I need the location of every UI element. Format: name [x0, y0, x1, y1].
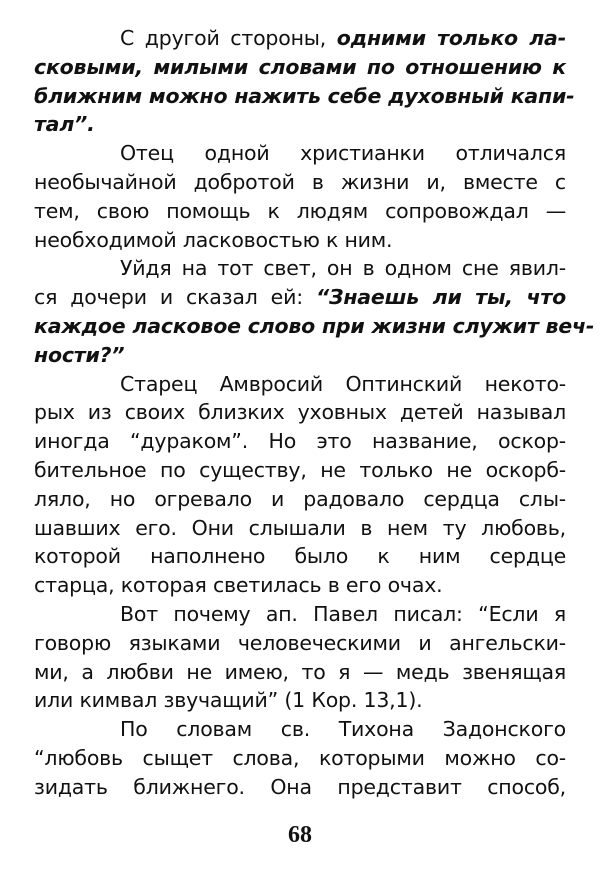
text-run: ляло, но огревало и радовало сердца слы-	[34, 486, 566, 511]
text-run: тем, свою помощь к людям сопровождал —	[34, 198, 566, 223]
text-run: необходимой ласковостью к ним.	[34, 227, 393, 252]
text-line	[34, 312, 595, 341]
text-run: которой наполнено было к ним сердце	[34, 544, 566, 569]
text-run: говорю языками человеческими и ангельски-	[34, 630, 566, 655]
paragraph	[34, 24, 575, 139]
text-line	[34, 398, 566, 427]
text-line	[34, 110, 566, 139]
text-line	[34, 197, 566, 226]
text-line	[34, 658, 566, 687]
text-run: зидать ближнего. Она представит способ,	[34, 774, 566, 799]
text-run: необычайной добротой в жизни и, вместе с	[34, 169, 566, 194]
text-run: Вот почему ап. Павел писал: “Если я	[120, 601, 566, 626]
text-line	[34, 600, 566, 629]
text-run: старца, которая светилась в его очах.	[34, 573, 443, 598]
text-line	[34, 514, 566, 543]
paragraph	[34, 139, 566, 254]
text-run: шавших его. Они слышали в нем ту любовь,	[34, 515, 566, 540]
text-line	[34, 629, 566, 658]
text-line	[34, 744, 566, 773]
text-line	[34, 283, 566, 312]
emphasized-text: “Знаешь ли ты, что	[315, 285, 566, 310]
text-run: Отец одной христианки отличался	[120, 141, 566, 166]
text-run: иногда “дураком”. Но это название, оскор-	[34, 429, 566, 454]
text-line	[34, 139, 566, 168]
emphasized-text: одними только ла-	[336, 26, 566, 50]
text-run: ся дочери и сказал ей:	[34, 285, 316, 310]
emphasized-text: ности?”	[34, 342, 125, 367]
text-line	[34, 254, 566, 283]
text-run: рых из своих близких уховных детей называл	[34, 400, 566, 425]
emphasized-text: сковыми, милыми словами по отношению к	[34, 54, 566, 79]
text-line	[34, 456, 566, 485]
text-line	[34, 82, 575, 111]
paragraph	[34, 254, 595, 369]
emphasized-text: каждое ласковое слово при жизни служит веч-	[34, 313, 595, 338]
text-line	[34, 427, 566, 456]
text-run: ми, а любви не имею, то я — медь звенящая	[34, 659, 566, 684]
text-run: “любовь сыщет слова, которыми можно со-	[34, 745, 566, 770]
text-run: По словам св. Тихона Задонского	[120, 717, 566, 742]
text-line	[34, 686, 566, 715]
text-line	[34, 370, 566, 399]
text-line	[34, 24, 566, 53]
text-line	[34, 168, 566, 197]
emphasized-text: тал”.	[34, 112, 95, 137]
text-line	[34, 226, 566, 255]
text-run: или кимвал звучащий” (1 Кор. 13,1).	[34, 688, 423, 713]
text-run: Старец Амвросий Оптинский некото-	[120, 371, 566, 396]
text-line	[34, 571, 566, 600]
page-number: 68	[288, 822, 312, 848]
text-run: бительное по существу, не только не оскорб-	[34, 457, 566, 482]
page-body	[34, 24, 595, 802]
emphasized-text: ближним можно нажить себе духовный капи-	[34, 83, 575, 108]
paragraph	[34, 600, 566, 715]
text-line	[34, 715, 566, 744]
text-line	[34, 53, 566, 82]
text-run: С другой стороны,	[120, 26, 337, 50]
text-line	[34, 485, 566, 514]
text-line	[34, 773, 566, 802]
paragraph	[34, 370, 566, 600]
text-line	[34, 341, 566, 370]
text-line	[34, 542, 566, 571]
text-run: Уйдя на тот свет, он в одном сне явил-	[120, 256, 566, 281]
paragraph	[34, 715, 566, 801]
